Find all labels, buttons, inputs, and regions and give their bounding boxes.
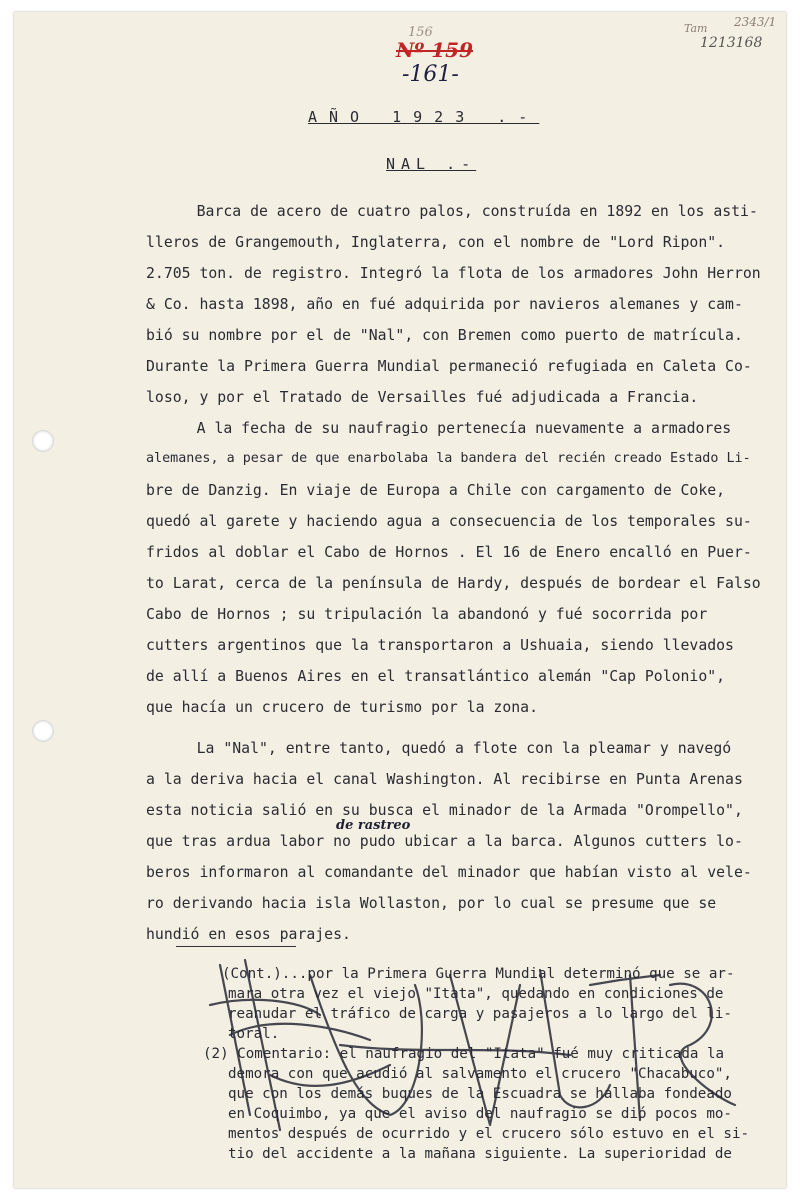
footnote-line: que con los demás buques de la Escuadra se hallaba fondeado xyxy=(228,1086,732,1102)
footnote-line: toral. xyxy=(228,1026,280,1042)
body-line: alemanes, a pesar de que enarbolaba la bandera del recién creado Estado Li- xyxy=(146,451,751,466)
body-line: La "Nal", entre tanto, quedó a flote con la pleamar y navegó xyxy=(161,740,732,757)
body-line: quedó al garete y haciendo agua a consecuencia de los temporales su- xyxy=(146,513,752,530)
punch-hole xyxy=(32,720,54,742)
footnote-rule xyxy=(176,946,296,947)
footnote-line: (Cont.)...por la Primera Guerra Mundial determinó que se ar- xyxy=(222,966,735,982)
archive-stamp-code: Tam xyxy=(684,22,708,35)
body-line: Cabo de Hornos ; su tripulación la abandonó y fué socorrida por xyxy=(146,606,708,623)
footnote-line: reanudar el tráfico de carga y pasajeros a lo largo del li- xyxy=(228,1006,732,1022)
body-line: loso, y por el Tratado de Versailles fué adjudicada a Francia. xyxy=(146,389,699,406)
body-line: A la fecha de su naufragio pertenecía nuevamente a armadores xyxy=(161,420,732,437)
archive-ref-1: 2343/1 xyxy=(734,15,777,29)
punch-hole xyxy=(32,430,54,452)
body-line: cutters argentinos que la transportaron a Ushuaia, siendo llevados xyxy=(146,637,734,654)
struck-number-2: Nº 159 xyxy=(396,38,473,62)
body-line: & Co. hasta 1898, año en fué adquirida por navieros alemanes y cam- xyxy=(146,296,743,313)
body-line: Durante la Primera Guerra Mundial permaneció refugiada en Caleta Co- xyxy=(146,358,752,375)
body-line: que tras ardua labor no pudo ubicar a la barca. Algunos cutters lo- xyxy=(146,833,743,850)
body-line: de allí a Buenos Aires en el transatlántico alemán "Cap Polonio", xyxy=(146,668,726,685)
ship-heading: NAL .- xyxy=(386,155,477,173)
footnote-line: mentos después de ocurrido y el crucero sólo estuvo en el si- xyxy=(228,1126,750,1142)
year-heading: AÑO 1923 .- xyxy=(308,108,540,126)
footnote-line: en Coquimbo, ya que el aviso del naufragio se dió pocos mo- xyxy=(228,1106,732,1122)
body-line: bió su nombre por el de "Nal", con Bremen como puerto de matrícula. xyxy=(146,327,743,344)
body-line: hundió en esos parajes. xyxy=(146,926,351,943)
footnote-line: mara otra vez el viejo "Itata", quedando en condiciones de xyxy=(228,986,724,1002)
footnote-line: tio del accidente a la mañana siguiente. La superioridad de xyxy=(228,1146,732,1162)
body-line: a la deriva hacia el canal Washington. Al recibirse en Punta Arenas xyxy=(146,771,743,788)
body-line: lleros de Grangemouth, Inglaterra, con el nombre de "Lord Ripon". xyxy=(146,234,726,251)
body-line: bre de Danzig. En viaje de Europa a Chile con cargamento de Coke, xyxy=(146,482,726,499)
body-line: 2.705 ton. de registro. Integró la flota de los armadores John Herron xyxy=(146,265,761,282)
handwritten-insert: de rastreo xyxy=(336,818,411,833)
struck-number: 156 xyxy=(408,25,433,40)
body-line: fridos al doblar el Cabo de Hornos . El 16 de Enero encalló en Puer- xyxy=(146,544,752,561)
body-line: Barca de acero de cuatro palos, construída en 1892 en los asti- xyxy=(161,203,758,220)
archive-ref-2: 1213168 xyxy=(700,35,763,51)
footnote-line: (2) Comentario: el naufragio del "Itata" fué muy criticada la xyxy=(203,1046,725,1062)
body-line: esta noticia salió en su busca el minador de la Armada "Orompello", xyxy=(146,802,743,819)
body-line: beros informaron al comandante del minador que habían visto al vele- xyxy=(146,864,752,881)
body-line: to Larat, cerca de la península de Hardy, después de bordear el Falso xyxy=(146,575,761,592)
body-line: que hacía un crucero de turismo por la zona. xyxy=(146,699,538,716)
footnote-line: demora con que acudió al salvamento el crucero "Chacabuco", xyxy=(228,1066,732,1082)
body-line: ro derivando hacia isla Wollaston, por lo cual se presume que se xyxy=(146,895,717,912)
page-number: -161- xyxy=(402,62,459,87)
